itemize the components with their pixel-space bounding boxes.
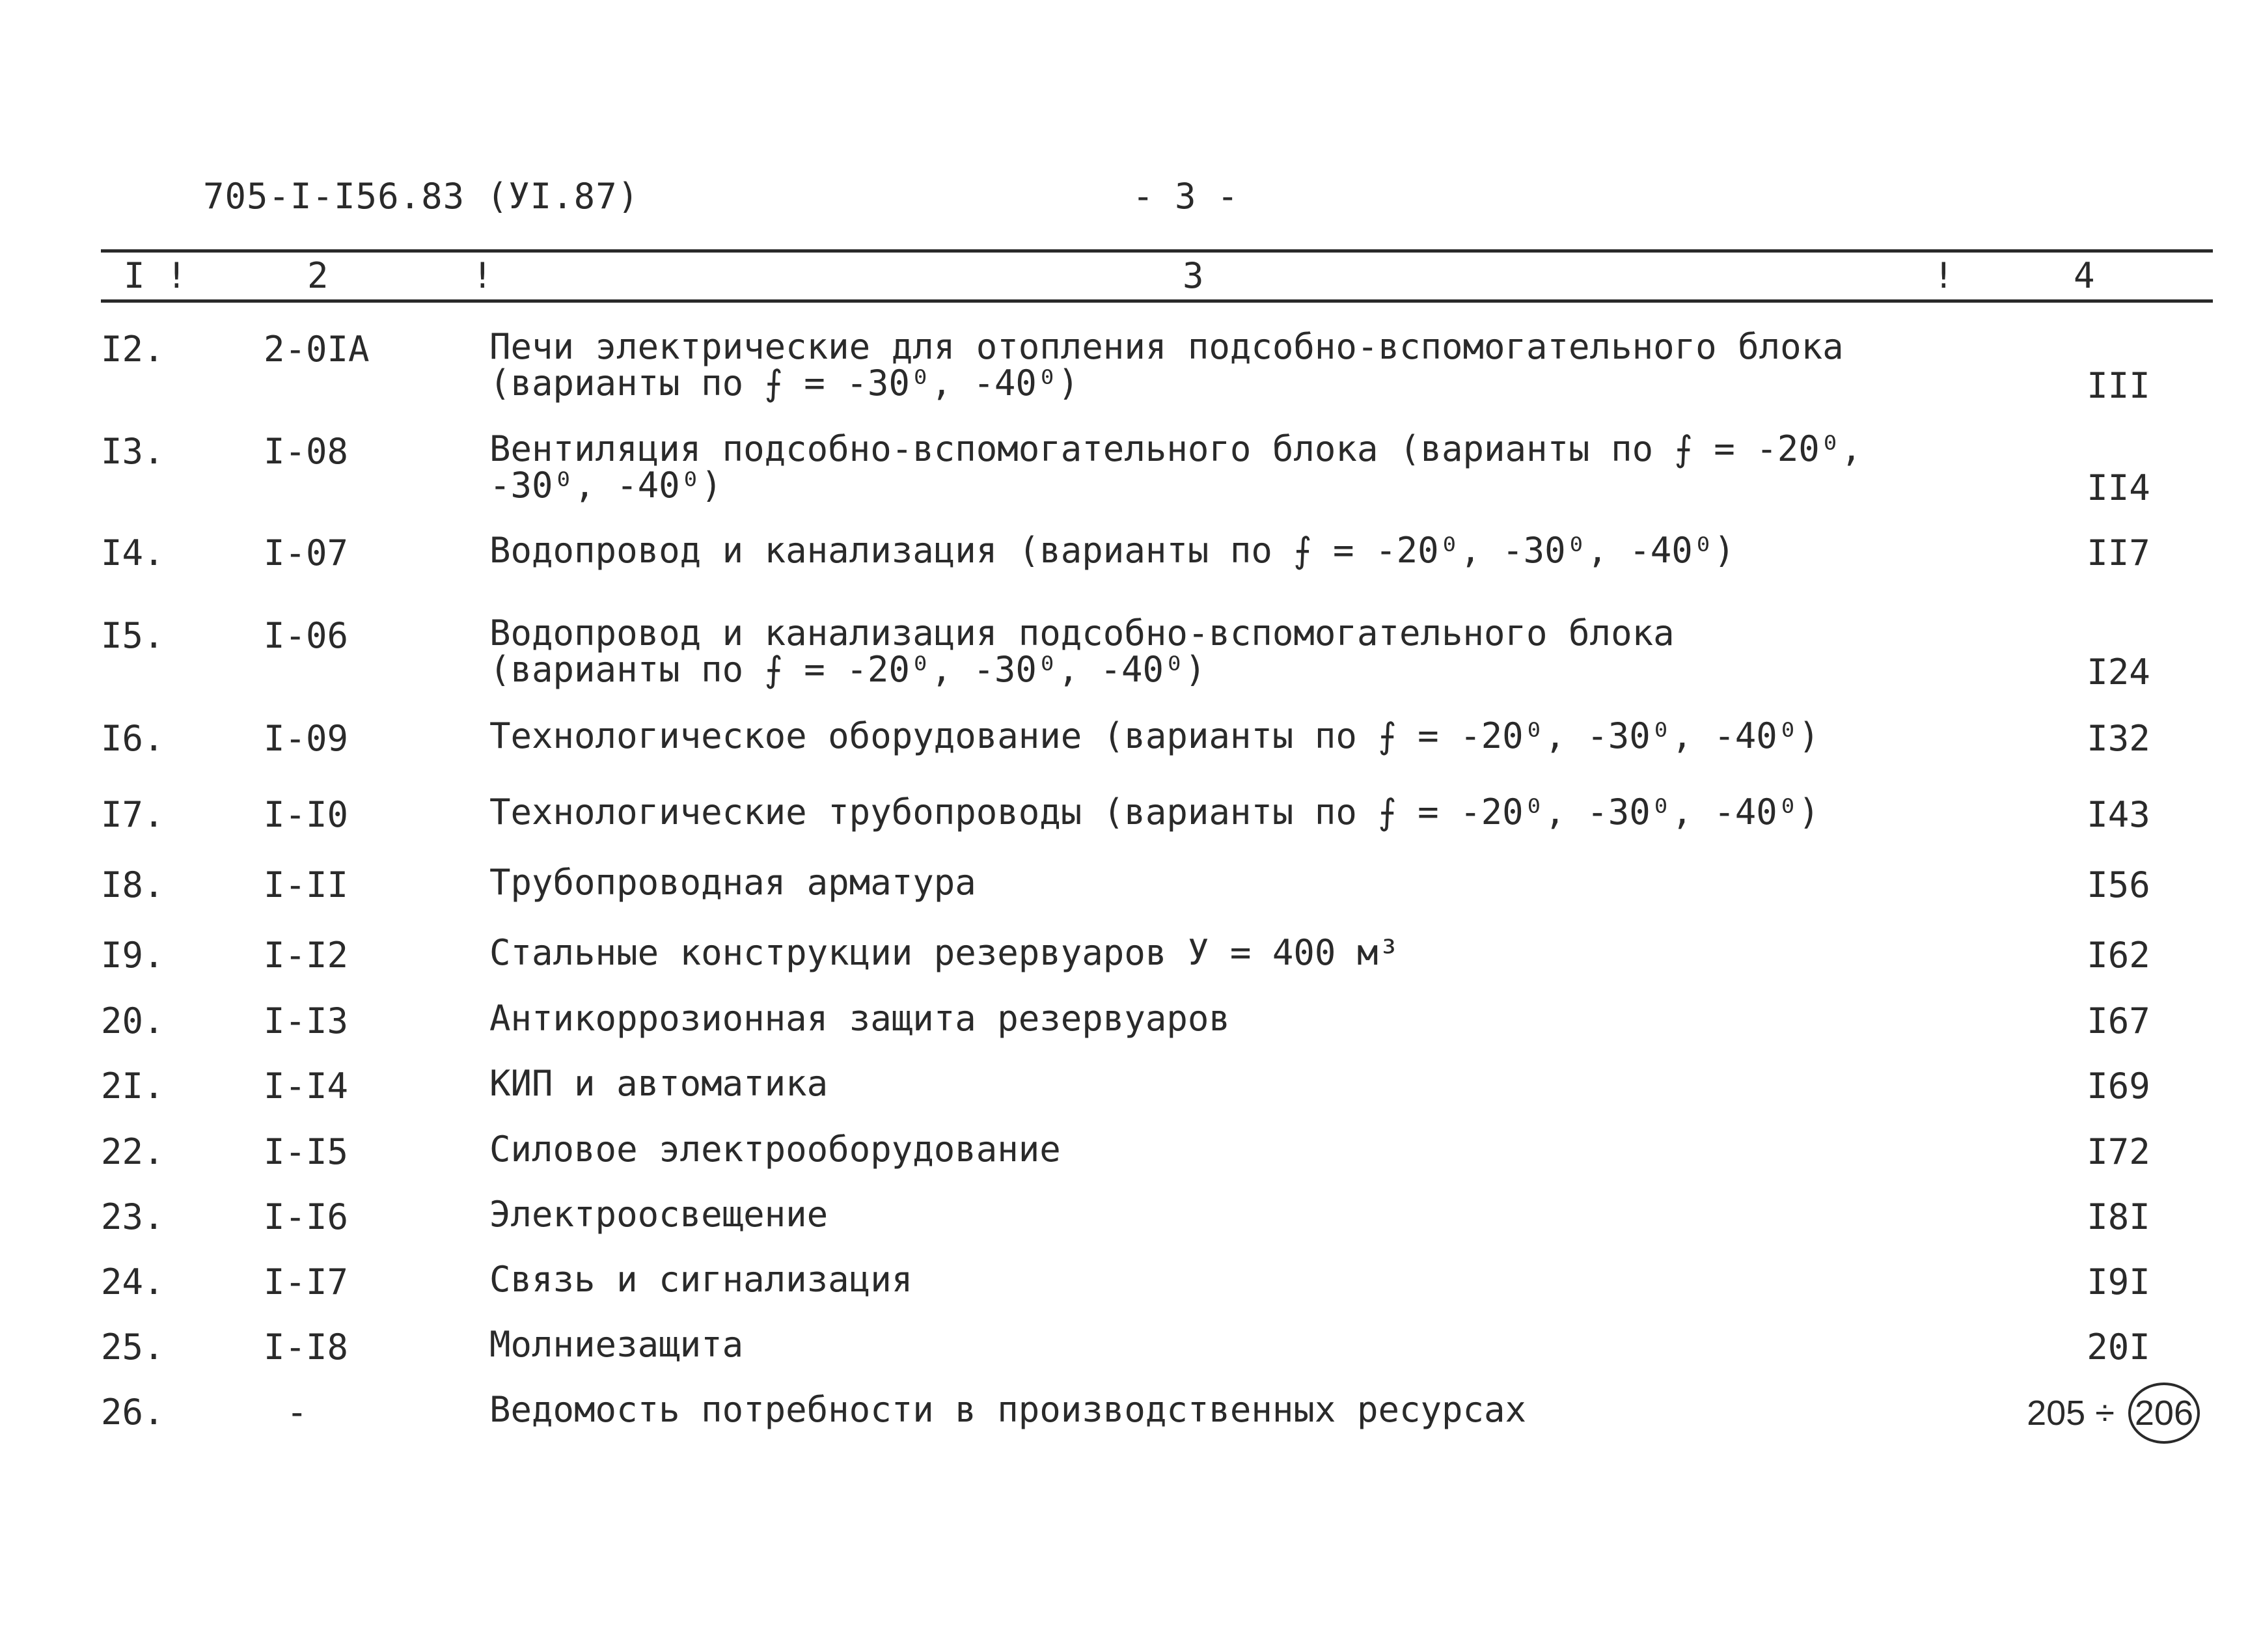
row-code: I-I6 — [264, 1196, 349, 1237]
row-page: I9I — [2087, 1261, 2150, 1302]
page-range-end-circled: 206 — [2128, 1383, 2200, 1444]
document-code: 705-I-I56.83 (УI.87) — [203, 176, 640, 217]
row-page: I43 — [2087, 794, 2150, 835]
row-title: КИП и автоматика — [489, 1063, 829, 1104]
row-title: Технологическое оборудование (варианты по ⨍ = -20⁰, -30⁰, -40⁰) — [489, 715, 1820, 756]
row-number: I2. — [101, 329, 165, 370]
row-title: Печи электрические для отопления подсобно-вспомогательного блока (варианты по ⨍ = -30⁰, -40⁰) — [489, 326, 1844, 404]
row-page: I69 — [2087, 1066, 2150, 1107]
row-code: I-09 — [264, 718, 349, 759]
table-top-rule — [101, 249, 2213, 253]
row-number: I9. — [101, 935, 165, 976]
row-page-range — [1979, 1383, 2200, 1444]
row-number: I4. — [101, 532, 165, 573]
row-title: Стальные конструкции резервуаров У = 400 м³ — [489, 932, 1399, 973]
row-title: Трубопроводная арматура — [489, 862, 976, 903]
row-page: I8I — [2087, 1196, 2150, 1237]
row-number: 20. — [101, 1000, 165, 1041]
row-code: I-08 — [264, 431, 349, 472]
row-page: I67 — [2087, 1000, 2150, 1041]
row-code: I-I0 — [264, 794, 349, 835]
row-number: 25. — [101, 1327, 165, 1368]
row-title: Водопровод и канализация (варианты по ⨍ = -20⁰, -30⁰, -40⁰) — [489, 530, 1735, 571]
row-title: Молниезащита — [489, 1324, 744, 1365]
row-title: Связь и сигнализация — [489, 1259, 913, 1300]
column-header-1: I — [124, 255, 145, 296]
row-page: III — [2087, 365, 2150, 406]
column-separator: ! — [1933, 255, 1954, 296]
column-separator: ! — [472, 255, 493, 296]
table-header-rule — [101, 299, 2213, 303]
row-code: I-II — [264, 864, 349, 905]
row-title: Вентиляция подсобно-вспомогательного блока (варианты по ⨍ = -20⁰, -30⁰, -40⁰) — [489, 428, 1862, 506]
row-number: 24. — [101, 1261, 165, 1302]
row-page: I72 — [2087, 1131, 2150, 1172]
row-number: I8. — [101, 864, 165, 905]
row-number: 2I. — [101, 1066, 165, 1107]
row-code: I-I2 — [264, 935, 349, 976]
column-header-3: 3 — [1183, 255, 1204, 296]
row-title: Силовое электрооборудование — [489, 1129, 1061, 1170]
row-code: I-I8 — [264, 1327, 349, 1368]
row-title: Антикоррозионная защита резервуаров — [489, 998, 1230, 1039]
page-range-separator: ÷ — [2095, 1394, 2115, 1433]
row-number: I3. — [101, 431, 165, 472]
row-code: I-06 — [264, 615, 349, 656]
column-separator: ! — [166, 255, 187, 296]
row-number: 22. — [101, 1131, 165, 1172]
column-header-4: 4 — [2074, 255, 2095, 296]
row-code: I-I4 — [264, 1066, 349, 1107]
row-title: Водопровод и канализация подсобно-вспомогательного блока (варианты по ⨍ = -20⁰, -30⁰, -40⁰) — [489, 613, 1675, 690]
row-title: Технологические трубопроводы (варианты по ⨍ = -20⁰, -30⁰, -40⁰) — [489, 792, 1820, 833]
page-number: - 3 - — [1132, 176, 1239, 217]
row-number: I5. — [101, 615, 165, 656]
row-page: II4 — [2087, 467, 2150, 508]
row-code: I-I5 — [264, 1131, 349, 1172]
row-code: I-I3 — [264, 1000, 349, 1041]
row-page: II7 — [2087, 532, 2150, 573]
row-number: 26. — [101, 1392, 165, 1433]
row-number: 23. — [101, 1196, 165, 1237]
row-page: 20I — [2087, 1327, 2150, 1368]
row-page: I24 — [2087, 652, 2150, 693]
row-number: I6. — [101, 718, 165, 759]
row-page: I32 — [2087, 718, 2150, 759]
row-title: Электроосвещение — [489, 1194, 829, 1235]
row-code: 2-0IA — [264, 329, 370, 370]
row-title: Ведомость потребности в производственных ресурсах — [489, 1389, 1527, 1430]
row-code: I-07 — [264, 532, 349, 573]
page-range-start: 205 — [2027, 1394, 2086, 1433]
row-page: I62 — [2087, 935, 2150, 976]
row-code: - — [286, 1392, 308, 1433]
row-code: I-I7 — [264, 1261, 349, 1302]
row-number: I7. — [101, 794, 165, 835]
row-page: I56 — [2087, 864, 2150, 905]
column-header-2: 2 — [307, 255, 329, 296]
